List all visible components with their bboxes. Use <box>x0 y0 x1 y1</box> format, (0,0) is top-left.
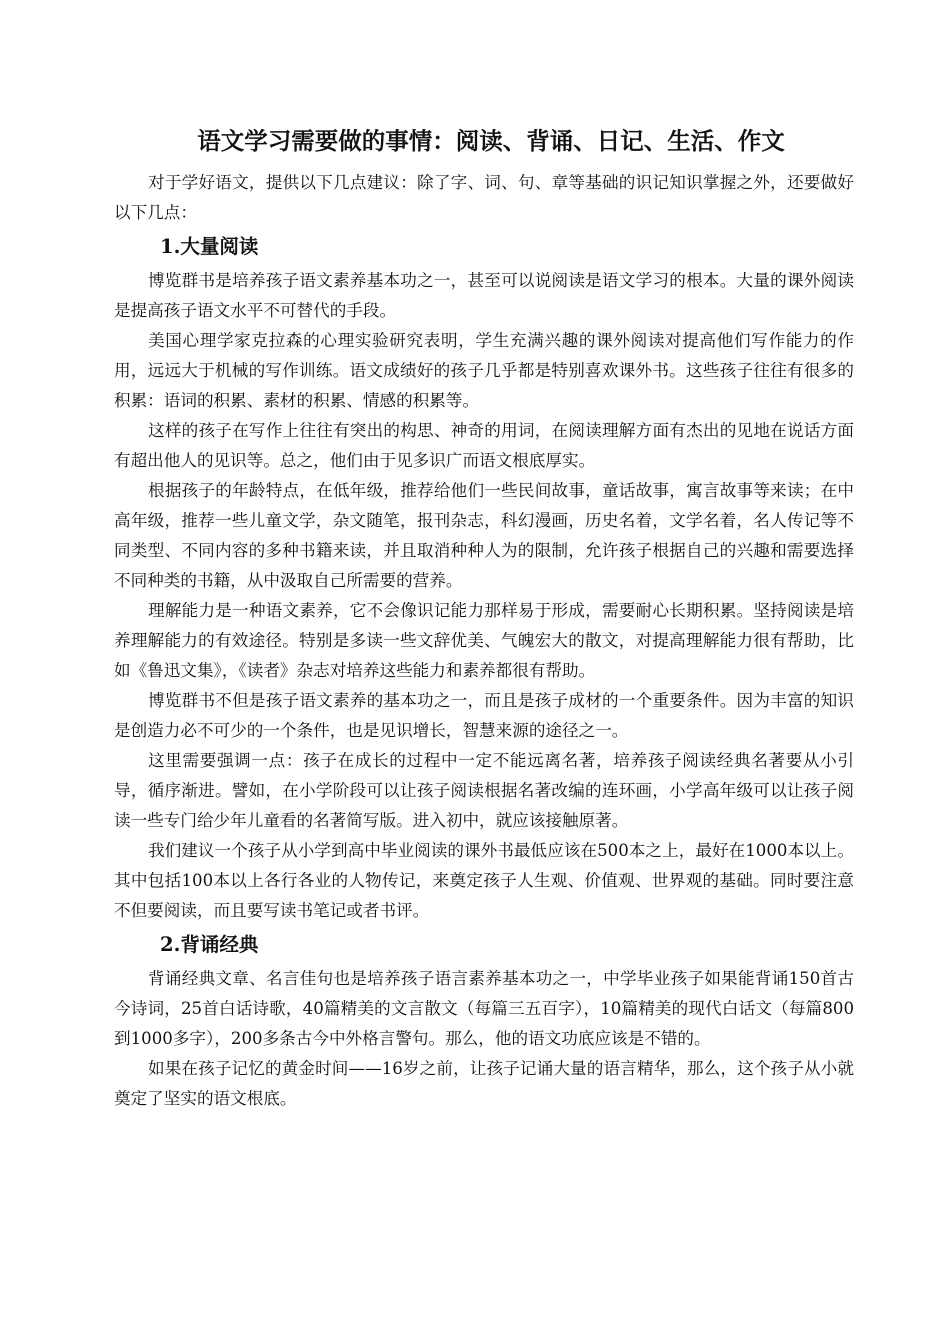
reading-paragraph: 理解能力是一种语文素养，它不会像识记能力那样易于形成，需要耐心长期积累。坚持阅读是培养理解能力的有效途径。特别是多读一些文辞优美、气魄宏大的散文，对提高理解能力很有帮助，比如《鲁迅文集》，《读者》杂志对培养这些能力和素养都很有帮助。 <box>114 601 854 680</box>
document-body <box>114 120 854 1114</box>
section-heading-reading: 1.大量阅读 <box>160 235 259 258</box>
recitation-paragraph: 背诵经典文章、名言佳句也是培养孩子语言素养基本功之一，中学毕业孩子如果能背诵150首古今诗词，25首白话诗歌，40篇精美的文言散文（每篇三五百字），10篇精美的现代白话文（每篇800到1000多字），200多条古今中外格言警句。那么，他的语文功底应该是不错的。 <box>114 969 854 1048</box>
document-title: 语文学习需要做的事情：阅读、背诵、日记、生活、作文 <box>197 127 785 155</box>
reading-paragraph: 这样的孩子在写作上往往有突出的构思、神奇的用词，在阅读理解方面有杰出的见地在说话方面有超出他人的见识等。总之，他们由于见多识广而语文根底厚实。 <box>114 421 854 470</box>
reading-paragraph: 博览群书是培养孩子语文素养基本功之一，甚至可以说阅读是语文学习的根本。大量的课外阅读是提高孩子语文水平不可替代的手段。 <box>114 271 854 320</box>
reading-paragraph: 美国心理学家克拉森的心理实验研究表明，学生充满兴趣的课外阅读对提高他们写作能力的作用，远远大于机械的写作训练。语文成绩好的孩子几乎都是特别喜欢课外书。这些孩子往往有很多的积累：语词的积累、素材的积累、情感的积累等。 <box>114 331 854 410</box>
reading-paragraph: 这里需要强调一点：孩子在成长的过程中一定不能远离名著，培养孩子阅读经典名著要从小引导，循序渐进。譬如，在小学阶段可以让孩子阅读根据名著改编的连环画，小学高年级可以让孩子阅读一些专门给少年儿童看的名著简写版。进入初中，就应该接触原著。 <box>114 751 854 830</box>
reading-paragraph: 博览群书不但是孩子语文素养的基本功之一，而且是孩子成材的一个重要条件。因为丰富的知识是创造力必不可少的一个条件，也是见识增长，智慧来源的途径之一。 <box>114 691 854 740</box>
intro-paragraph: 对于学好语文，提供以下几点建议：除了字、词、句、章等基础的识记知识掌握之外，还要做好以下几点： <box>114 173 854 222</box>
reading-paragraph: 根据孩子的年龄特点，在低年级，推荐给他们一些民间故事，童话故事，寓言故事等来读；在中高年级，推荐一些儿童文学，杂文随笔，报刊杂志，科幻漫画，历史名着，文学名着，名人传记等不同类型、不同内容的多种书籍来读，并且取消种种人为的限制，允许孩子根据自己的兴趣和需要选择不同种类的书籍，从中汲取自己所需要的营养。 <box>114 481 854 590</box>
section-heading-recitation: 2.背诵经典 <box>160 933 259 956</box>
reading-paragraph: 我们建议一个孩子从小学到高中毕业阅读的课外书最低应该在500本之上，最好在1000本以上。其中包括100本以上各行各业的人物传记，来奠定孩子人生观、价值观、世界观的基础。同时要注意不但要阅读，而且要写读书笔记或者书评。 <box>114 841 854 920</box>
recitation-paragraph: 如果在孩子记忆的黄金时间——16岁之前，让孩子记诵大量的语言精华，那么，这个孩子从小就奠定了坚实的语文根底。 <box>114 1059 854 1108</box>
